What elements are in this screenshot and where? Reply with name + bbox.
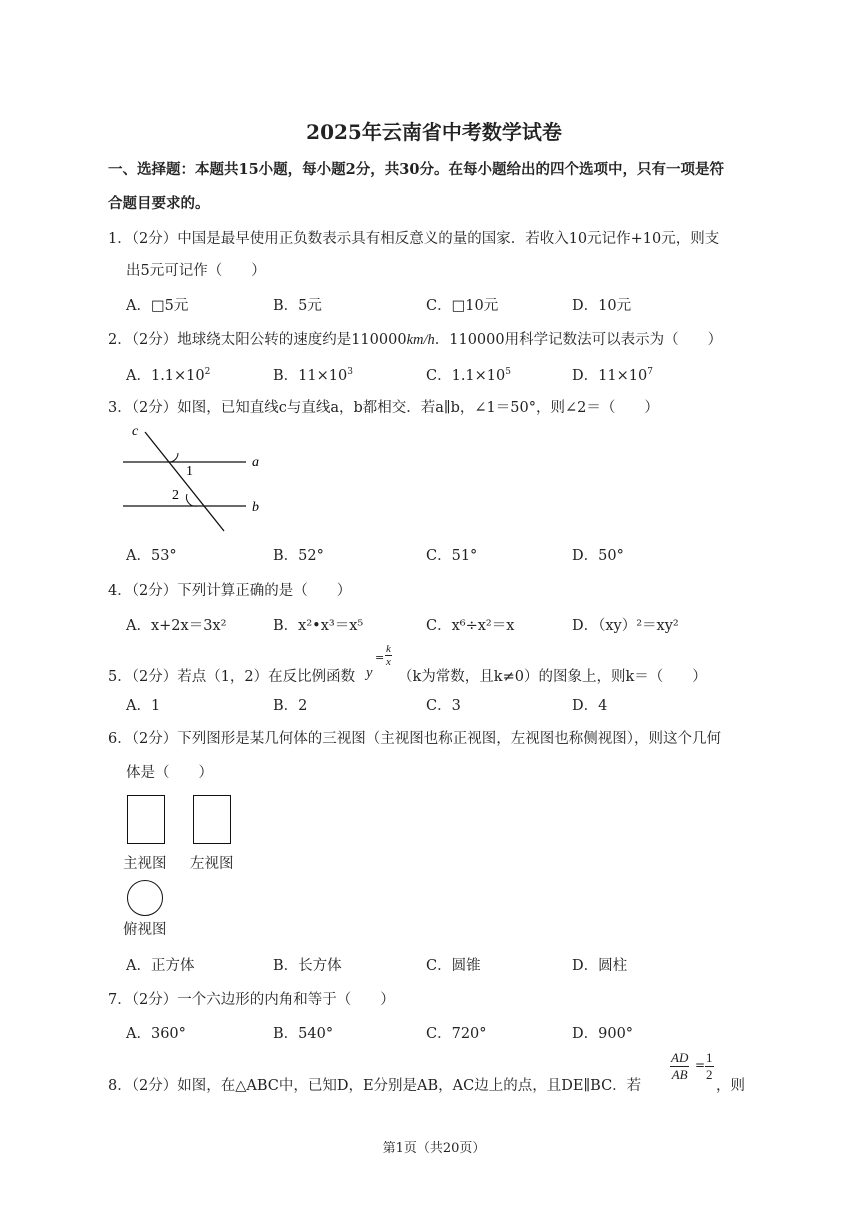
q1-text-line2: 出5元可记作（ ） [126,263,266,279]
q3-figure [118,420,268,535]
q5-option-c: C．3 [426,698,461,714]
q5-equals: = [375,651,385,664]
q7-option-d: D．900° [572,1026,634,1042]
q8-text-end: ，则 [716,1078,745,1094]
q5-frac-num: k [386,643,391,655]
page-footer: 第1页（共20页） [382,1141,486,1156]
q7-option-c: C．720° [426,1026,487,1042]
q8-fraction-half: $\frac{1}{2}$ [706,1050,713,1082]
line-c [145,432,224,531]
q6-option-c: C．圆锥 [426,958,481,974]
q3-option-b: B．52° [273,548,324,564]
label-2: 2 [172,488,179,503]
q2-unit: km/h [406,332,435,348]
q1-option-d: D．10元 [572,298,632,314]
q6-option-a: A．正方体 [126,958,195,974]
left-view-label: 左视图 [190,856,234,872]
label-1: 1 [186,464,193,479]
front-view-label: 主视图 [123,856,167,872]
q2-option-a: A．$1.1\times 10^2$ [126,367,211,384]
q3-option-c: C．51° [426,548,478,564]
q8-text: 8．（2分）如图，在△ABC中，已知D，E分别是AB，AC边上的点，且DE∥BC．若 [108,1078,642,1094]
q5-text-start: 5．（2分）若点（1，2）在反比例函数 [108,669,356,685]
q4-option-a: A．x+2x＝3x² [126,618,227,634]
top-view-circle [127,880,163,916]
q8-fraction-ad-ab: $\frac{AD}{AB}$ [671,1050,689,1082]
q5-option-a: A．1 [126,698,161,714]
front-view-rectangle [127,795,165,844]
label-b: b [252,500,259,515]
q5-option-d: D．4 [572,698,608,714]
q3-option-d: D．50° [572,548,624,564]
q2-text [108,328,722,349]
q6-option-b: B．长方体 [273,958,342,974]
top-view-label: 俯视图 [123,922,167,938]
q5-func-y: y [366,665,373,681]
q5-text-end: （k为常数，且k≠0）的图象上，则k＝（ ） [398,669,707,685]
q4-option-b: B．x²•x³＝x⁵ [273,618,364,634]
section-heading-line1: 一、选择题：本题共15小题，每小题2分，共30分。在每小题给出的四个选项中，只有一项是符 [108,161,724,178]
q2-option-c: C．$1.1\times 10^5$ [426,367,511,384]
label-a: a [252,455,259,470]
q3-text: 3．（2分）如图，已知直线c与直线a，b都相交．若a∥b，∠1＝50°，则∠2＝（ ） [108,400,659,416]
left-view-rectangle [193,795,231,844]
q6-text-line2: 体是（ ） [126,765,213,781]
q7-option-a: A．360° [126,1026,186,1042]
q4-text: 4．（2分）下列计算正确的是（ ） [108,583,352,599]
q2-text-start: 2．（2分）地球绕太阳公转的速度约是110000 [108,332,407,348]
q5-fraction [385,643,392,668]
q1-option-b: B．5元 [273,298,322,314]
section-heading-line2: 合题目要求的。 [108,195,210,212]
page-title: 2025年云南省中考数学试卷 [306,120,562,144]
q7-text: 7．（2分）一个六边形的内角和等于（ ） [108,992,395,1008]
q5-frac-den: x [386,656,391,668]
label-c: c [132,424,139,439]
q6-option-d: D．圆柱 [572,958,628,974]
q6-text-line1: 6．（2分）下列图形是某几何体的三视图（主视图也称正视图，左视图也称侧视图），则这个几何 [108,731,721,747]
q1-option-a: A．□5元 [126,298,189,314]
q1-option-c: C．□10元 [426,298,499,314]
q7-option-b: B．540° [273,1026,334,1042]
q3-option-a: A．53° [126,548,177,564]
q4-option-d: D．（xy）²＝xy² [572,618,679,634]
q8-equals: = [695,1058,706,1072]
q1-text-line1: 1．（2分）中国是最早使用正负数表示具有相反意义的量的国家．若收入10元记作+10元，则支 [108,231,720,247]
angle-1-arc [169,453,178,462]
q4-option-c: C．x⁶÷x²＝x [426,618,515,634]
q5-option-b: B．2 [273,698,308,714]
q2-option-b: B．$11\times 10^3$ [273,367,353,384]
q2-option-d: D．$11\times 10^7$ [572,367,653,384]
q2-text-end: ．110000用科学记数法可以表示为（ ） [434,332,723,348]
